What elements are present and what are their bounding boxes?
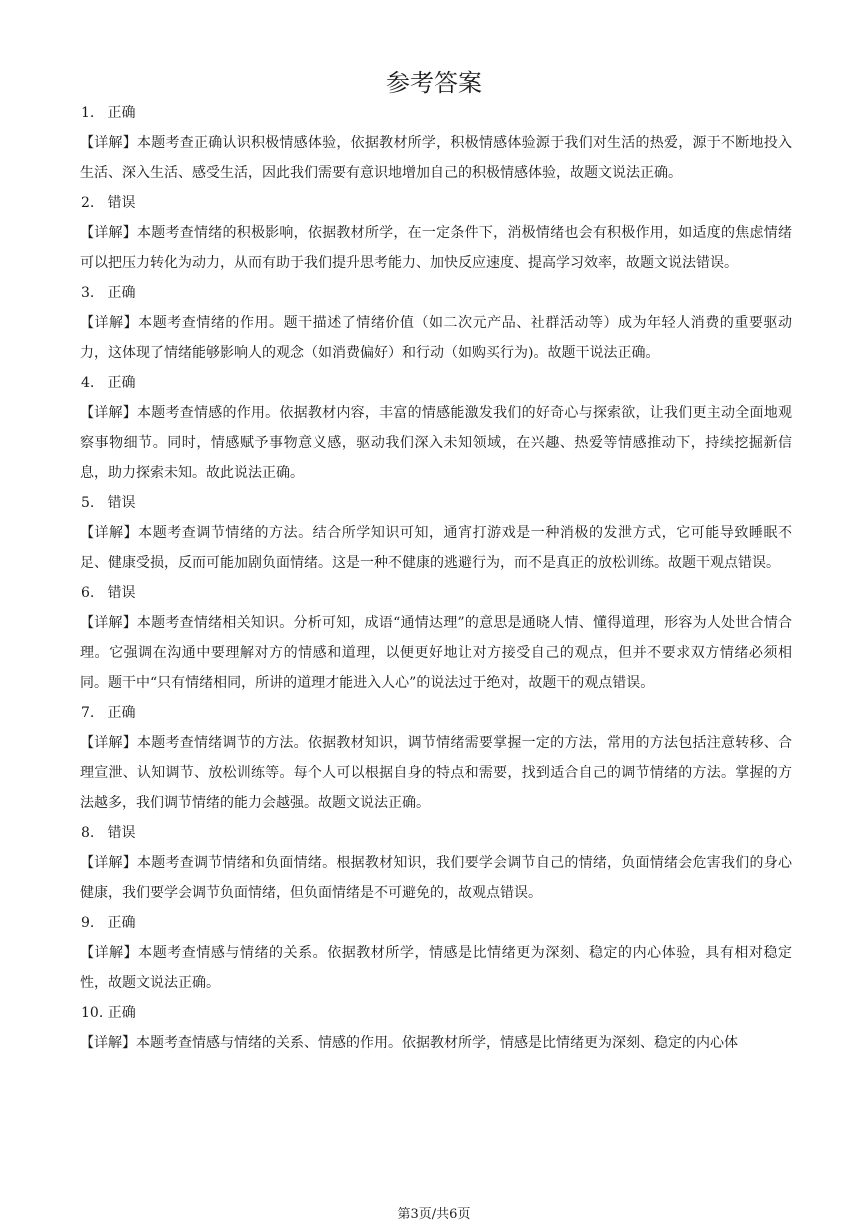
- answer-verdict: 错误: [107, 195, 136, 211]
- answer-verdict: 错误: [107, 825, 136, 841]
- page-title: 参考答案: [386, 69, 482, 97]
- answer-item: [80, 278, 792, 368]
- answer-item: [80, 488, 792, 578]
- answer-verdict: 正确: [107, 105, 136, 121]
- answer-explanation: 【详解】本题考查情感的作用。依据教材内容，丰富的情感能激发我们的好奇心与探索欲，让我们更主动全面地观察事物细节。同时，情感赋予事物意义感，驱动我们深入未知领域，在兴趣、热爱等情感推动下，持续挖掘新信息，助力探索未知。故此说法正确。: [80, 405, 792, 481]
- answer-number: 9.: [81, 915, 95, 931]
- answer-explanation: 【详解】本题考查情绪的积极影响，依据教材所学，在一定条件下，消极情绪也会有积极作用，如适度的焦虑情绪可以把压力转化为动力，从而有助于我们提升思考能力、加快反应速度、提高学习效率，故题文说法错误。: [80, 225, 792, 271]
- answer-item: [80, 368, 792, 488]
- answer-header: [80, 698, 792, 728]
- answer-number: 1.: [81, 105, 95, 121]
- answer-explanation: 【详解】本题考查调节情绪的方法。结合所学知识可知，通宵打游戏是一种消极的发泄方式，它可能导致睡眠不足、健康受损，反而可能加剧负面情绪。这是一种不健康的逃避行为，而不是真正的放松训练。故题干观点错误。: [80, 525, 792, 571]
- answer-number: 4.: [81, 375, 95, 391]
- answer-list: [80, 98, 792, 1058]
- answer-number: 2.: [81, 195, 95, 211]
- answer-number: 10.: [81, 1005, 104, 1021]
- answer-header: [80, 578, 792, 608]
- answer-explanation: 【详解】本题考查情感与情绪的关系。依据教材所学，情感是比情绪更为深刻、稳定的内心体验，具有相对稳定性，故题文说法正确。: [80, 945, 792, 991]
- answer-explanation: 【详解】本题考查情感与情绪的关系、情感的作用。依据教材所学，情感是比情绪更为深刻、稳定的内心体: [80, 1035, 738, 1051]
- answer-item: [80, 908, 792, 998]
- answer-number: 8.: [81, 825, 95, 841]
- answer-item: [80, 818, 792, 908]
- answer-header: [80, 908, 792, 938]
- answer-explanation: 【详解】本题考查情绪调节的方法。依据教材知识，调节情绪需要掌握一定的方法，常用的方法包括注意转移、合理宣泄、认知调节、放松训练等。每个人可以根据自身的特点和需要，找到适合自己的调节情绪的方法。掌握的方法越多，我们调节情绪的能力会越强。故题文说法正确。: [80, 735, 792, 811]
- answer-header: [80, 368, 792, 398]
- answer-number: 5.: [81, 495, 95, 511]
- page-footer: 第3页/共6页: [397, 1207, 471, 1222]
- answer-verdict: 错误: [107, 495, 136, 511]
- answer-verdict: 正确: [107, 1005, 136, 1021]
- answer-header: [80, 98, 792, 128]
- answer-explanation: 【详解】本题考查正确认识积极情感体验，依据教材所学，积极情感体验源于我们对生活的热爱，源于不断地投入生活、深入生活、感受生活，因此我们需要有意识地增加自己的积极情感体验，故题文说法正确。: [80, 135, 792, 181]
- answer-item: [80, 698, 792, 818]
- answer-header: [80, 188, 792, 218]
- answer-header: [80, 818, 792, 848]
- answer-verdict: 正确: [107, 285, 136, 301]
- answer-header: [80, 278, 792, 308]
- answer-number: 3.: [81, 285, 95, 301]
- answer-verdict: 正确: [107, 705, 136, 721]
- answer-number: 6.: [81, 585, 95, 601]
- answer-item: [80, 578, 792, 698]
- answer-explanation: 【详解】本题考查情绪的作用。题干描述了情绪价值（如二次元产品、社群活动等）成为年轻人消费的重要驱动力，这体现了情绪能够影响人的观念（如消费偏好）和行动（如购买行为)。故题干说法正确。: [80, 315, 792, 361]
- answer-number: 7.: [81, 705, 95, 721]
- answer-header: [80, 488, 792, 518]
- answer-explanation: 【详解】本题考查调节情绪和负面情绪。根据教材知识，我们要学会调节自己的情绪，负面情绪会危害我们的身心健康，我们要学会调节负面情绪，但负面情绪是不可避免的，故观点错误。: [80, 855, 792, 901]
- answer-explanation: 【详解】本题考查情绪相关知识。分析可知，成语“通情达理”的意思是通晓人情、懂得道理，形容为人处世合情合理。它强调在沟通中要理解对方的情感和道理，以便更好地让对方接受自己的观点，但并不要求双方情绪必须相同。题干中“只有情绪相同，所讲的道理才能进入人心”的说法过于绝对，故题干的观点错误。: [80, 615, 792, 691]
- answer-item: [80, 98, 792, 188]
- answer-item: [80, 188, 792, 278]
- answer-verdict: 正确: [107, 915, 136, 931]
- answer-verdict: 错误: [107, 585, 136, 601]
- answer-item: [80, 998, 792, 1058]
- answer-verdict: 正确: [107, 375, 136, 391]
- answer-header: [80, 998, 792, 1028]
